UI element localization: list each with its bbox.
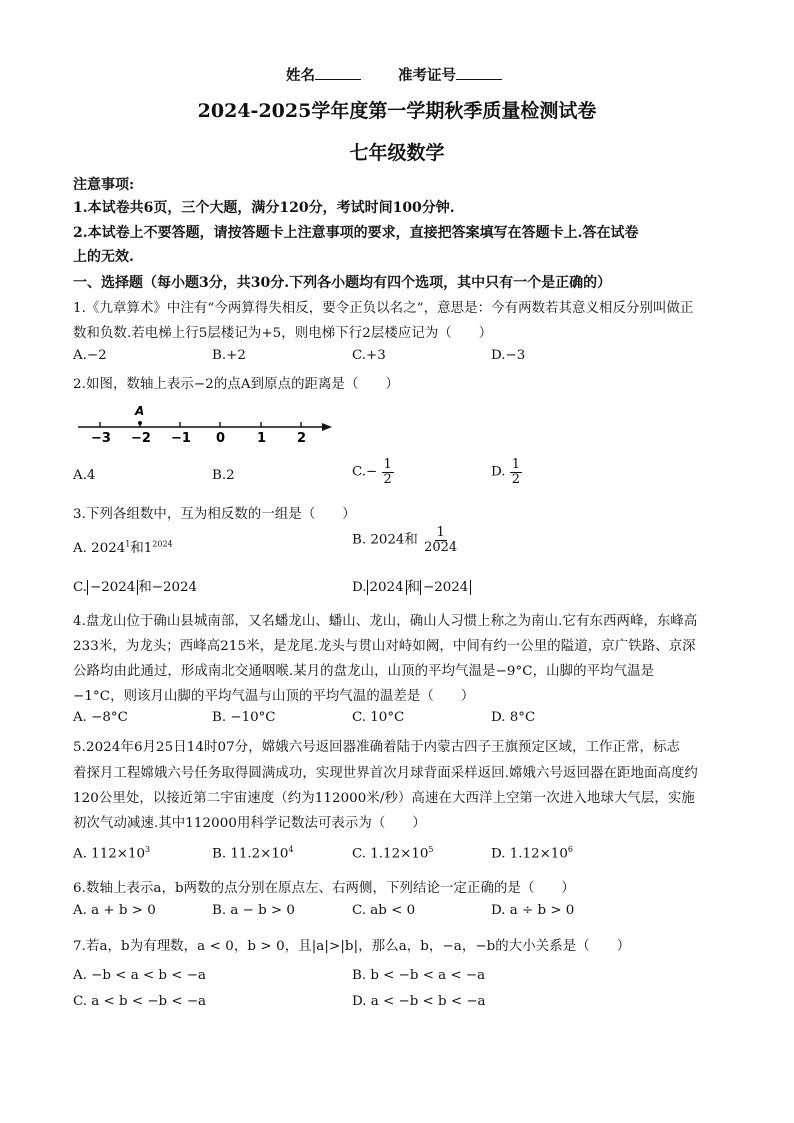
q4-line-3: 公路均由此通过，形成南北交通咽喉.某月的盘龙山，山顶的平均气温是−9°C，山脚的平均气温是 [73, 664, 655, 679]
q4-line-4: −1°C，则该月山脚的平均气温与山顶的平均气温的温差是（ ） [73, 689, 475, 704]
q7-line-1: 7.若a，b为有理数，a < 0，b > 0，且|a|>|b|，那么a，b，−a，−b的大小关系是（ ） [73, 939, 631, 954]
absolute-value: 2024 [367, 580, 407, 595]
exponent: 5 [428, 845, 434, 854]
exponent: 2024 [152, 539, 173, 549]
q3-option-c [73, 576, 197, 595]
q6-line-1: 6.数轴上表示a，b两数的点分别在原点左、右两侧，下列结论一定正确的是（ ） [73, 881, 575, 896]
q7-option-a: A. −b < a < b < −a [73, 968, 206, 983]
q3-option-c-suffix: 和−2024 [138, 580, 198, 595]
fraction-denominator: 2024 [424, 539, 458, 555]
q2-option-b: B.2 [212, 468, 235, 483]
fraction-numerator: 1 [383, 457, 392, 472]
fraction [510, 458, 522, 486]
q2-option-c [352, 458, 394, 486]
q3-option-b [352, 526, 459, 554]
exam-id-blank [456, 67, 502, 80]
q5-option-b-base: B. 11.2×10 [212, 846, 289, 862]
tick-label: −3 [91, 431, 111, 446]
section-heading: 一、选择题（每小题3分，共30分.下列各小题均有四个选项，其中只有一个是正确的） [73, 275, 612, 291]
tick-label: −2 [131, 431, 151, 446]
q4-option-d: D. 8°C [491, 710, 536, 725]
q3-option-d-prefix: D. [352, 580, 367, 595]
q1-option-d: D.−3 [491, 348, 526, 363]
q3-option-c-prefix: C. [73, 580, 88, 595]
q4-option-a: A. −8°C [73, 710, 128, 725]
name-label: 姓名 [286, 67, 315, 84]
exponent: 3 [145, 845, 151, 854]
q2-line-1: 2.如图，数轴上表示−2的点A到原点的距离是（ ） [73, 377, 399, 392]
q5-option-a [73, 845, 150, 861]
q6-option-a: A. a + b > 0 [73, 903, 156, 918]
q3-option-b-prefix: B. 2024和 [352, 532, 418, 548]
q3-option-d-mid: 和 [406, 580, 420, 595]
q4-option-b: B. −10°C [212, 710, 276, 725]
exponent: 6 [567, 845, 573, 854]
exam-subtitle: 七年级数学 [349, 142, 445, 164]
tick-label: −1 [171, 431, 191, 446]
fraction [382, 458, 394, 486]
exponent: 4 [288, 845, 294, 854]
q4-line-2: 233米，为龙头；西峰高215米，是龙尾.龙头与贯山对峙如阙，中间有约一公里的隘道，京广铁路、京深 [73, 639, 696, 654]
q2-option-a: A.4 [73, 468, 96, 483]
q5-line-4: 初次气动减速.其中112000用科学记数法可表示为（ ） [73, 816, 426, 831]
q6-option-b: B. a − b > 0 [212, 903, 295, 918]
exam-id-field [398, 64, 502, 85]
q2-option-c-prefix: C.− [352, 464, 378, 480]
q1-option-c: C.+3 [352, 348, 386, 363]
absolute-value: −2024 [87, 580, 138, 595]
notes-line-1: 1.本试卷共6页，三个大题，满分120分，考试时间100分钟. [73, 200, 455, 216]
q2-option-d [491, 458, 522, 486]
number-line-figure [74, 400, 336, 448]
q5-line-1: 5.2024年6月25日14时07分，嫦娥六号返回器准确着陆于内蒙古四子王旗预定区域，工作正常，标志 [73, 740, 680, 755]
fraction-numerator: 1 [436, 525, 445, 540]
q3-line-1: 3.下列各组数中，互为相反数的一组是（ ） [73, 507, 356, 522]
q4-option-c: C. 10°C [352, 710, 405, 725]
q5-option-b [212, 845, 294, 861]
fraction [422, 526, 459, 554]
q6-option-d: D. a ÷ b > 0 [491, 903, 575, 918]
q5-option-c [352, 845, 433, 861]
exam-title: 2024-2025学年度第一学期秋季质量检测试卷 [197, 100, 597, 122]
q5-option-d [491, 845, 573, 861]
point-a-label: A [135, 404, 145, 418]
tick-label: 2 [297, 431, 307, 446]
fraction-denominator: 2 [383, 471, 392, 487]
q3-option-d [352, 576, 471, 595]
exam-id-label: 准考证号 [398, 67, 456, 84]
q5-line-3: 120公里处，以接近第二宇宙速度（约为112000米/秒）高速在大西洋上空第一次进入地球大气层，实施 [73, 791, 695, 806]
name-field [286, 64, 361, 85]
point-a-dot [138, 421, 142, 425]
q5-option-c-base: C. 1.12×10 [352, 846, 429, 862]
q1-line-1: 1.《九章算术》中注有“今两算得失相反，要令正负以名之”，意思是：今有两数若其意义相反分别叫做正 [73, 301, 694, 316]
fraction-numerator: 1 [511, 457, 521, 472]
q5-option-a-base: A. 112×10 [73, 846, 146, 862]
absolute-value: −2024 [420, 580, 471, 595]
q1-option-a: A.−2 [73, 348, 107, 363]
number-line-arrow [322, 423, 332, 431]
q3-option-a [73, 537, 173, 556]
notes-line-2b: 上的无效. [73, 249, 134, 265]
q7-option-d: D. a < −b < b < −a [352, 994, 486, 1009]
tick-label: 1 [257, 431, 267, 446]
q7-option-c: C. a < b < −b < −a [73, 994, 207, 1009]
q7-option-b: B. b < −b < a < −a [352, 968, 486, 983]
q3-option-a-base: A. 2024 [73, 541, 126, 556]
q5-option-d-base: D. 1.12×10 [491, 846, 568, 862]
notes-heading: 注意事项: [73, 177, 135, 193]
q6-option-c: C. ab < 0 [352, 903, 416, 918]
fraction-denominator: 2 [511, 471, 521, 487]
q1-line-2: 数和负数.若电梯上行5层楼记为+5，则电梯下行2层楼应记为（ ） [73, 326, 493, 341]
q3-option-a-mid: 和1 [130, 541, 153, 556]
tick-label: 0 [216, 431, 226, 446]
exponent: 1 [125, 539, 131, 549]
q1-option-b: B.+2 [212, 348, 246, 363]
name-blank [315, 67, 361, 80]
q2-option-d-prefix: D. [491, 464, 506, 480]
q5-line-2: 着探月工程嫦娥六号任务取得圆满成功，实现世界首次月球背面采样返回.嫦娥六号返回器在距地面高度约 [73, 766, 698, 781]
q4-line-1: 4.盘龙山位于确山县城南部，又名蟠龙山、蟠山、龙山，确山人习惯上称之为南山.它有东西两峰，东峰高 [73, 614, 698, 629]
notes-line-2a: 2.本试卷上不要答题，请按答题卡上注意事项的要求，直接把答案填写在答题卡上.答在试卷 [73, 225, 639, 241]
